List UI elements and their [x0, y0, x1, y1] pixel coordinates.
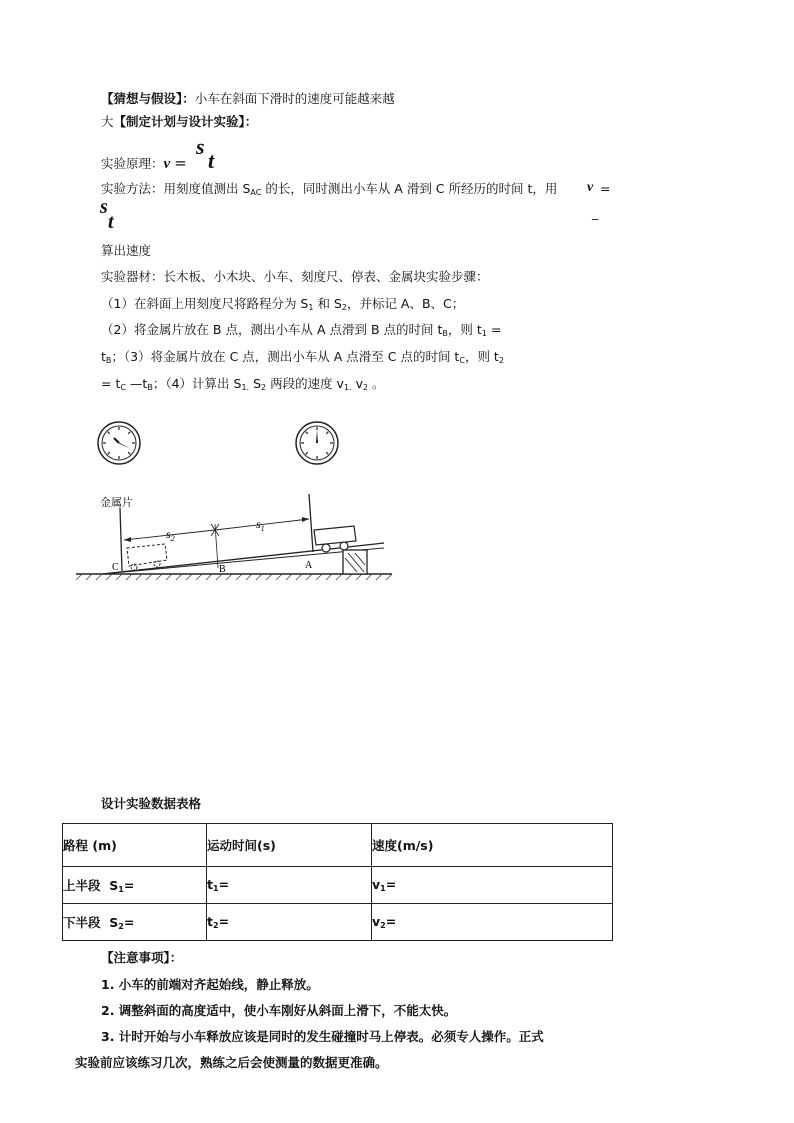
- cart-dashed: [127, 544, 167, 566]
- principle-line: [101, 154, 187, 173]
- step-3: $t_B$；（3）将金属片放在 C 点，测出小车从 A 点滑至 C 点的时间 $t_C$，则 $t_2$: [101, 349, 504, 365]
- method-line: [101, 180, 557, 202]
- method-v: v: [587, 180, 594, 195]
- stopwatch-1-icon: [96, 418, 144, 468]
- row2-speed: $v_2=$: [372, 904, 613, 941]
- principle-s: s: [196, 134, 205, 159]
- stopwatch-2-icon: [294, 418, 342, 468]
- principle-label: 实验原理：: [101, 156, 164, 171]
- start-line-a: [309, 494, 313, 552]
- row2-distance: 下半段 $S_2=$: [63, 904, 207, 941]
- row1-speed: $v_1=$: [372, 867, 613, 904]
- incline-bottom: [102, 548, 384, 574]
- cart: [314, 526, 356, 545]
- header-time: 运动时间(s): [207, 824, 372, 867]
- method-calc: 算出速度: [101, 243, 152, 258]
- s1-label: $s_1$: [256, 517, 265, 533]
- row2-time: $t_2=$: [207, 904, 372, 941]
- method-eq: =: [600, 181, 611, 196]
- hypothesis-line: [101, 90, 395, 108]
- header-distance: 路程 (m): [63, 824, 207, 867]
- incline-diagram: [72, 488, 402, 588]
- note-2: 2. 调整斜面的高度适中，使小车刚好从斜面上滑下，不能太快。: [101, 1003, 457, 1018]
- method-s: s: [100, 196, 108, 218]
- step-4: = $t_C$ $—t_B$；（4）计算出 $S_{1.}$ $S_2$ 两段的速度 $v_{1.}$ $v_2$ 。: [101, 376, 385, 392]
- method-text-b: 的长，同时测出小车从 A 滑到 C 所经历的时间 t，用: [261, 181, 558, 196]
- plan-line: [101, 113, 257, 131]
- notes-label: 【注意事项】：: [101, 950, 183, 965]
- point-c-label: C: [112, 562, 119, 573]
- ground-hatching: [76, 574, 392, 580]
- point-b-label: B: [219, 564, 226, 575]
- header-speed: 速度(m/s): [372, 824, 613, 867]
- hypothesis-label: 【猜想与假设】：: [101, 91, 195, 106]
- note-3: 3. 计时开始与小车释放应该是同时的发生碰撞时马上停表。必须专人操作。正式: [101, 1029, 544, 1044]
- table-row: [63, 867, 613, 904]
- plan-label: 【制定计划与设计实验】：: [113, 114, 258, 129]
- row1-time: $t_1=$: [207, 867, 372, 904]
- method-dash: _: [592, 205, 599, 220]
- hypothesis-continuation: 大: [101, 114, 114, 129]
- hypothesis-text: 小车在斜面下滑时的速度可能越来越: [194, 91, 395, 106]
- table-row: [63, 904, 613, 941]
- note-1: 1. 小车的前端对齐起始线，静止释放。: [101, 977, 319, 992]
- equipment-line: 实验器材：长木板、小木块、小车、刻度尺、停表、金属块实验步骤：: [101, 269, 489, 284]
- note-3-continued: 实验前应该练习几次，熟练之后会使测量的数据更准确。: [75, 1055, 388, 1070]
- step-1: （1）在斜面上用刻度尺将路程分为 $S_1$ 和 $S_2$，并标记 A、B、C；: [101, 296, 465, 312]
- principle-eq: =: [174, 154, 187, 172]
- principle-t: t: [208, 148, 215, 173]
- point-a-label: A: [305, 560, 313, 571]
- step-2: （2）将金属片放在 B 点，测出小车从 A 点滑到 B 点的时间 $t_B$，则 $t_1$ =: [101, 322, 502, 338]
- table-caption: 设计实验数据表格: [101, 796, 202, 811]
- principle-v: v: [163, 156, 171, 172]
- data-table: [62, 823, 613, 941]
- method-sub-ac: AC: [250, 188, 262, 197]
- row1-distance: 上半段 $S_1=$: [63, 867, 207, 904]
- metal-plate-c: [120, 508, 122, 571]
- method-t: t: [108, 211, 114, 233]
- method-text-a: 实验方法：用刻度值测出 S: [101, 181, 251, 196]
- metal-plate-label: 金属片: [100, 496, 133, 509]
- s2-label: $s_2$: [166, 527, 175, 543]
- table-header-row: [63, 824, 613, 867]
